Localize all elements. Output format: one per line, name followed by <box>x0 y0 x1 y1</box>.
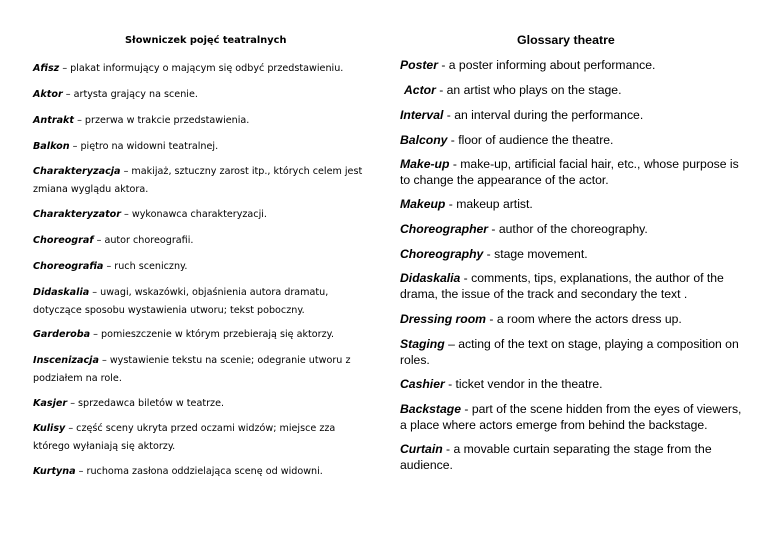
entry-term: Charakteryzacja <box>33 166 121 177</box>
glossary-entry <box>400 402 745 433</box>
glossary-entry <box>400 442 745 473</box>
glossary-entry <box>400 157 745 188</box>
entry-term: Charakteryzator <box>33 209 121 220</box>
glossary-entry <box>400 58 655 74</box>
glossary-entry <box>400 108 643 124</box>
entry-definition: - makeup artist. <box>445 197 533 211</box>
entry-term: Choreografia <box>33 261 104 272</box>
entry-term: Antrakt <box>33 115 75 126</box>
entry-definition: - part of the scene hidden from the eyes of viewers, a place where actors emerge from behind the backstage. <box>400 402 742 432</box>
glossary-entry <box>33 463 323 481</box>
glossary-entry <box>33 284 373 319</box>
entry-definition: - author of the choreography. <box>488 222 648 236</box>
entry-definition: – wystawienie tekstu na scenie; odegranie utworu z podziałem na role. <box>33 355 351 384</box>
entry-term: Kurtyna <box>33 466 76 477</box>
english-glossary-title: Glossary theatre <box>517 33 615 47</box>
glossary-entry <box>400 197 533 213</box>
glossary-entry <box>33 60 343 78</box>
entry-definition: - a room where the actors dress up. <box>486 312 682 326</box>
glossary-entry <box>33 352 373 387</box>
entry-term: Didaskalia <box>400 271 461 285</box>
entry-term: Kulisy <box>33 423 66 434</box>
entry-definition: - an interval during the performance. <box>443 108 644 122</box>
glossary-entry <box>400 337 745 368</box>
entry-term: Poster <box>400 58 438 72</box>
entry-term: Staging <box>400 337 445 351</box>
entry-term: Inscenizacja <box>33 355 99 366</box>
glossary-entry <box>404 83 621 99</box>
entry-definition: - a movable curtain separating the stage from the audience. <box>400 442 712 472</box>
entry-definition: - an artist who plays on the stage. <box>435 83 622 97</box>
glossary-entry <box>33 420 373 455</box>
entry-definition: – sprzedawca biletów w teatrze. <box>67 398 225 409</box>
entry-definition: – artysta grający na scenie. <box>62 89 198 100</box>
entry-definition: – piętro na widowni teatralnej. <box>69 141 219 152</box>
entry-definition: – autor choreografii. <box>93 235 194 246</box>
entry-term: Garderoba <box>33 329 91 340</box>
entry-definition: – ruchoma zasłona oddzielająca scenę od widowni. <box>75 466 323 477</box>
entry-term: Actor <box>404 83 436 97</box>
entry-term: Choreograf <box>33 235 94 246</box>
polish-glossary-title: Słowniczek pojęć teatralnych <box>125 35 287 46</box>
glossary-entry <box>400 247 588 263</box>
glossary-entry <box>33 395 224 413</box>
glossary-entry <box>33 326 334 344</box>
glossary-entry <box>33 163 373 198</box>
entry-term: Balkon <box>33 141 70 152</box>
entry-term: Cashier <box>400 377 445 391</box>
entry-definition: – wykonawca charakteryzacji. <box>120 209 267 220</box>
entry-term: Makeup <box>400 197 446 211</box>
entry-term: Choreography <box>400 247 484 261</box>
entry-term: Choreographer <box>400 222 489 236</box>
entry-definition: - a poster informing about performance. <box>437 58 656 72</box>
entry-term: Dressing room <box>400 312 487 326</box>
entry-definition: - ticket vendor in the theatre. <box>444 377 603 391</box>
entry-definition: – uwagi, wskazówki, objaśnienia autora dramatu, dotyczące sposobu wystawienia utworu; tekst poboczny. <box>33 287 329 316</box>
entry-term: Didaskalia <box>33 287 90 298</box>
glossary-entry <box>33 112 249 130</box>
glossary-entry <box>400 271 745 302</box>
entry-term: Curtain <box>400 442 443 456</box>
entry-term: Balcony <box>400 133 448 147</box>
glossary-entry <box>400 133 613 149</box>
entry-definition: - comments, tips, explanations, the author of the drama, the issue of the track and secondary the text . <box>400 271 724 301</box>
glossary-entry <box>33 138 218 156</box>
entry-definition: – acting of the text on stage, playing a composition on roles. <box>400 337 739 367</box>
entry-term: Afisz <box>33 63 60 74</box>
glossary-entry <box>33 206 267 224</box>
entry-term: Make-up <box>400 157 450 171</box>
entry-definition: – plakat informujący o mającym się odbyć przedstawieniu. <box>59 63 344 74</box>
glossary-entry <box>400 312 682 328</box>
entry-definition: - make-up, artificial facial hair, etc., whose purpose is to change the appearance of the actor. <box>400 157 739 187</box>
entry-definition: – ruch sceniczny. <box>103 261 188 272</box>
glossary-entry <box>33 258 187 276</box>
entry-term: Aktor <box>33 89 63 100</box>
entry-term: Kasjer <box>33 398 68 409</box>
entry-definition: – makijaż, sztuczny zarost itp., których celem jest zmiana wyglądu aktora. <box>33 166 363 195</box>
entry-definition: - stage movement. <box>483 247 588 261</box>
entry-definition: - floor of audience the theatre. <box>447 133 614 147</box>
glossary-entry <box>33 86 198 104</box>
glossary-entry <box>400 222 648 238</box>
entry-definition: – pomieszczenie w którym przebierają się aktorzy. <box>90 329 335 340</box>
entry-definition: – przerwa w trakcie przedstawienia. <box>74 115 250 126</box>
entry-definition: – część sceny ukryta przed oczami widzów; miejsce zza którego wyłaniają się aktorzy. <box>33 423 336 452</box>
entry-term: Interval <box>400 108 444 122</box>
glossary-entry <box>400 377 603 393</box>
glossary-entry <box>33 232 193 250</box>
entry-term: Backstage <box>400 402 461 416</box>
